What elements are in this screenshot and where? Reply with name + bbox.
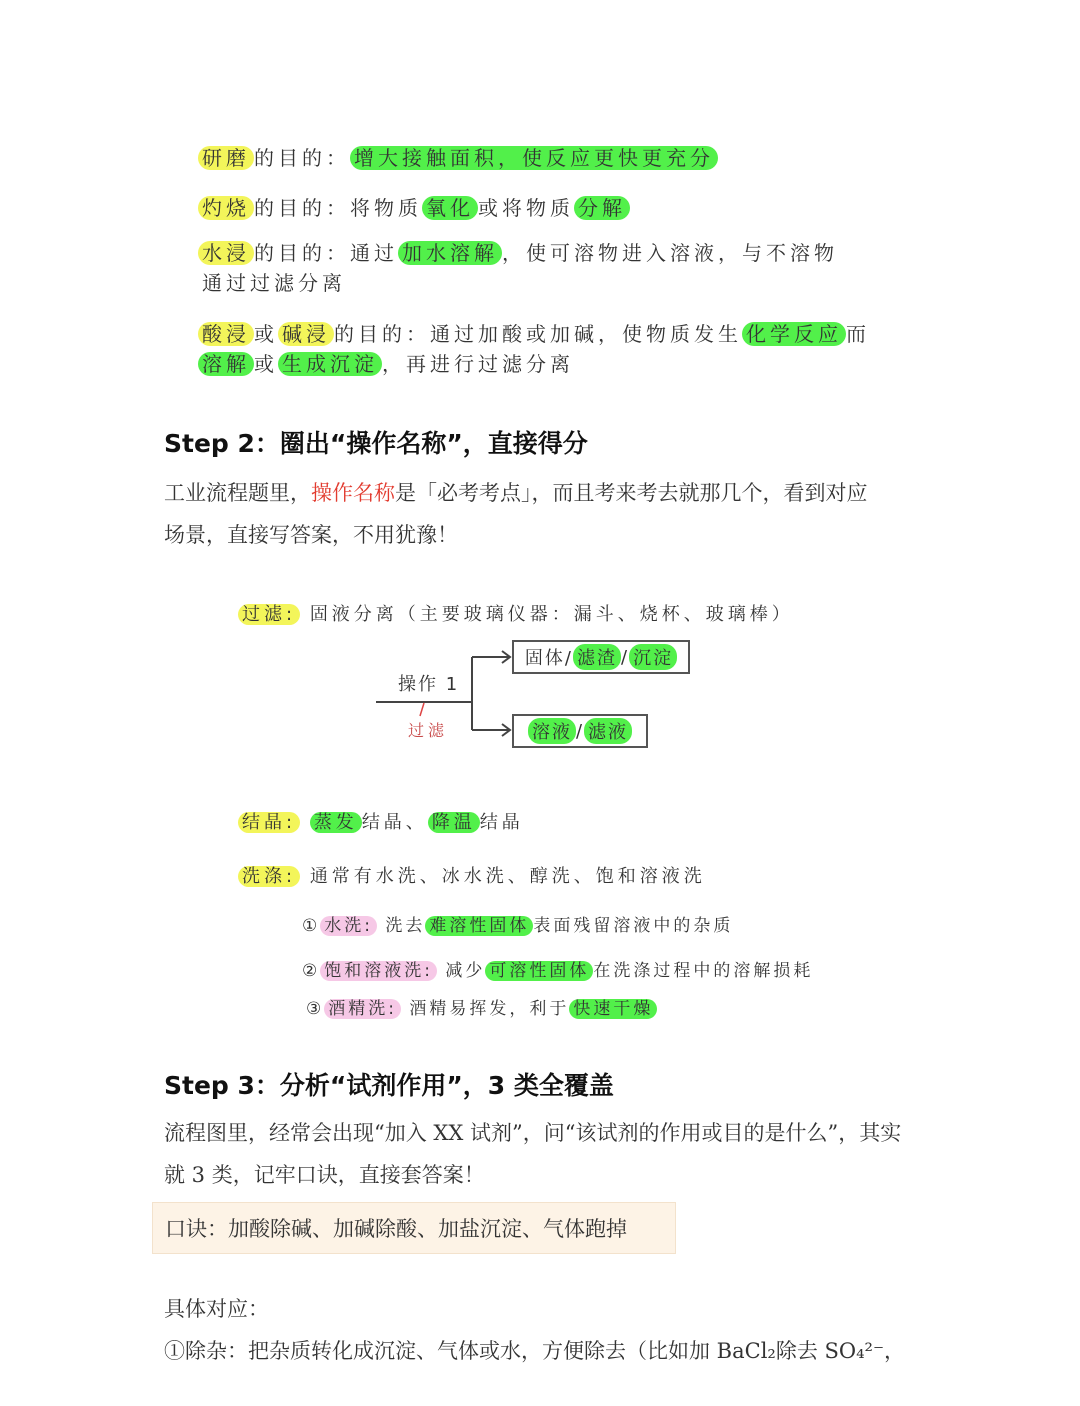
highlight: 蒸发 bbox=[310, 812, 362, 833]
step2-heading: Step 2：圈出“操作名称”，直接得分 bbox=[164, 429, 588, 458]
step3-paragraph: 流程图里，经常会出现“加入 XX 试剂”，问“该试剂的作用或目的是什么”，其实 就 3 类，记牢口诀，直接套答案！ bbox=[164, 1121, 902, 1187]
highlight: 生成沉淀 bbox=[278, 352, 382, 376]
highlight: 滤渣 bbox=[573, 644, 621, 670]
highlight: 快速干燥 bbox=[569, 999, 657, 1019]
purpose-water-leach: 水浸 的目的：通过 加水溶解 ，使可溶物进入溶液，与不溶物 bbox=[198, 237, 838, 266]
highlight: 可溶性固体 bbox=[485, 961, 593, 981]
highlight: 酸浸 bbox=[198, 322, 254, 346]
highlight: 灼烧 bbox=[198, 196, 254, 220]
purpose-water-leach-line2: 通过过滤分离 bbox=[202, 271, 346, 295]
step3-heading: Step 3：分析“试剂作用”，3 类全覆盖 bbox=[164, 1071, 614, 1100]
highlight: 水浸 bbox=[198, 241, 254, 265]
washing-line: 洗涤: 通常有水洗、冰水洗、醇洗、饱和溶液洗 bbox=[238, 862, 706, 888]
highlight: 研磨 bbox=[198, 146, 254, 170]
highlight: 加水溶解 bbox=[398, 241, 502, 265]
highlight: 滤液 bbox=[584, 718, 632, 744]
highlight: 降温 bbox=[428, 812, 480, 833]
highlight: 溶液 bbox=[528, 718, 576, 744]
purpose-roasting: 灼烧 的目的：将物质 氧化 或将物质 分解 bbox=[198, 192, 630, 221]
purpose-acid-base-leach: 酸浸 或 碱浸 的目的：通过加酸或加碱，使物质发生 化学反应 而 bbox=[198, 318, 870, 347]
crystallization-line: 结晶: 蒸发 结晶、 降温 结晶 bbox=[238, 808, 524, 834]
purpose-grinding: 研磨 的目的： 增大接触面积，使反应更快更充分 bbox=[198, 142, 718, 171]
mnemonic-text: 口诀：加酸除碱、加碱除酸、加盐沉淀、气体跑掉 bbox=[165, 1217, 627, 1241]
result-box-solid: 固体/ 滤渣 / 沉淀 bbox=[512, 640, 690, 674]
highlight: 氧化 bbox=[422, 196, 478, 220]
highlight: 难溶性固体 bbox=[425, 916, 533, 936]
filter-line: 过滤: 固液分离（主要玻璃仪器：漏斗、烧杯、玻璃棒） bbox=[238, 600, 794, 626]
highlight: 饱和溶液洗: bbox=[320, 961, 437, 981]
highlight: 过滤: bbox=[238, 604, 300, 625]
washing-water: ① 水洗: 洗去 难溶性固体 表面残留溶液中的杂质 bbox=[302, 916, 734, 936]
specific-correspondence: 具体对应： bbox=[164, 1297, 269, 1321]
highlight: 沉淀 bbox=[629, 644, 677, 670]
highlight: 结晶: bbox=[238, 812, 300, 833]
operation-note: 过滤 bbox=[408, 721, 449, 740]
highlight: 增大接触面积，使反应更快更充分 bbox=[350, 146, 718, 170]
impurity-removal-item: ①除杂：把杂质转化成沉淀、气体或水，方便除去（比如加 BaCl₂除去 SO₄²⁻， bbox=[164, 1339, 906, 1363]
result-box-liquid: 溶液 / 滤液 bbox=[512, 714, 648, 748]
step2-paragraph: 工业流程题里，操作名称是「必考考点」，而且考来考去就那几个，看到对应 场景，直接写答案，不用犹豫！ bbox=[164, 481, 868, 547]
operation-label: 操作 1 bbox=[398, 674, 460, 695]
highlight: 酒精洗: bbox=[324, 999, 401, 1019]
highlight: 分解 bbox=[574, 196, 630, 220]
highlight: 溶解 bbox=[198, 352, 254, 376]
highlight: 化学反应 bbox=[742, 322, 846, 346]
highlight: 洗涤: bbox=[238, 866, 300, 887]
washing-alcohol: ③ 酒精洗: 酒精易挥发，利于 快速干燥 bbox=[306, 994, 657, 1019]
mnemonic-box bbox=[152, 1202, 676, 1254]
highlight: 水洗: bbox=[320, 916, 377, 936]
operation-name-emphasis: 操作名称 bbox=[311, 481, 395, 505]
purpose-acid-base-leach-line2: 溶解 或 生成沉淀 ，再进行过滤分离 bbox=[198, 348, 574, 377]
washing-saturated: ② 饱和溶液洗: 减少 可溶性固体 在洗涤过程中的溶解损耗 bbox=[302, 961, 814, 981]
highlight: 碱浸 bbox=[278, 322, 334, 346]
